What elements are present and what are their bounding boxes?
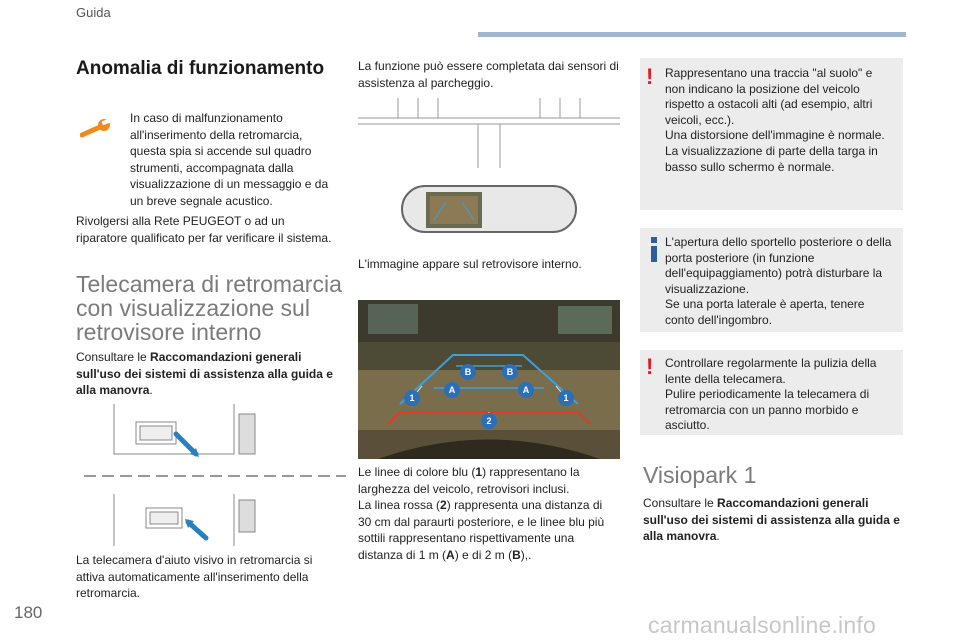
label-b-right: B — [506, 367, 514, 377]
note-ground-trace: Rappresentano una traccia "al suolo" e non indicano la posizione del veicolo rispetto a ostacoli alti (ad esempio, altri veicoli, ecc.). Una distorsione dell'immagine è normale. La visualizzazione di parte della targa in basso sullo schermo è normale. — [665, 66, 885, 174]
lines-text-2c: ) e di 2 m ( — [454, 547, 513, 562]
lines-b: B — [512, 547, 521, 562]
malfunction-text: In caso di malfunzionamento all'inserimento della retromarcia, questa spia si accende sul quadro strumenti, accompagnata dalla visualizzazione di un messaggio e da un breve segnale acustico. — [130, 111, 329, 208]
lines-text-1b: ) rappresentano la larghezza del veicolo, retrovisori inclusi. — [358, 465, 580, 496]
header-rule — [478, 32, 906, 37]
camera-view-image — [358, 300, 620, 459]
sensors-text: La funzione può essere completata dai sensori di assistenza al parcheggio. — [358, 59, 619, 90]
title-rear-camera-line1: Telecamera di retromarcia — [76, 271, 342, 297]
section-label: Guida — [76, 5, 111, 20]
lines-text-2b: ) rappresenta una distanza di 30 cm dal paraurti posteriore, e le linee blu più sottili rappresentano rispettivamente una distanza di 1 m ( — [358, 498, 605, 562]
title-malfunction: Anomalia di funzionamento — [76, 58, 325, 79]
consult-text-left — [76, 349, 344, 399]
mirror-caption: L'immagine appare sul retrovisore interno. — [358, 257, 582, 271]
note-box-ground-trace — [640, 58, 903, 210]
label-b-left: B — [464, 367, 472, 377]
title-rear-camera-line2: con visualizzazione sul — [76, 295, 310, 321]
lines-text-1a: Le linee di colore blu ( — [358, 465, 476, 479]
page-number: 180 — [14, 603, 43, 622]
title-visiopark: Visiopark 1 — [643, 462, 757, 488]
note-box-cleaning — [640, 350, 903, 435]
consult-link-right: Raccomandazioni generali sull'uso dei sistemi di assistenza alla guida e alla manovra — [643, 496, 900, 543]
lines-text-2d: ),. — [520, 547, 532, 562]
watermark: carmanualsonline.info — [648, 612, 876, 638]
consult-prefix: Consultare le — [76, 350, 151, 364]
note-box-door — [640, 228, 903, 332]
label-a-left: A — [448, 385, 456, 395]
lines-a: A — [446, 547, 455, 562]
contact-text: Rivolgersi alla Rete PEUGEOT o ad un riparatore qualificato per far verificare il sistema. — [76, 214, 332, 245]
info-icon — [651, 237, 657, 263]
label-a-right: A — [522, 385, 530, 395]
note-door: L'apertura dello sportello posteriore o della porta posteriore (in funzione dell'equipaggiamento) potrà disturbare la visualizzazione. Se una porta laterale è aperta, tenere conto dell'ingombro. — [665, 235, 892, 327]
label-2: 2 — [486, 416, 492, 426]
warning-icon: ! — [646, 354, 654, 379]
consult-prefix: Consultare le — [643, 496, 718, 510]
consult-link-left: Raccomandazioni generali sull'uso dei sistemi di assistenza alla guida e alla manovra — [76, 350, 333, 397]
title-rear-camera — [76, 272, 346, 344]
label-1-left: 1 — [409, 393, 415, 403]
note-cleaning: Controllare regolarmente la pulizia della lente della telecamera. Pulire periodicamente la telecamera di retromarcia con un panno morbido e asciutto. — [665, 356, 877, 433]
lines-n2: 2 — [440, 498, 447, 512]
lines-text-2a: La linea rossa ( — [358, 498, 441, 512]
label-1-right: 1 — [563, 393, 569, 403]
consult-suffix: . — [149, 383, 153, 397]
consult-text-right — [643, 495, 905, 545]
warning-icon: ! — [646, 64, 654, 89]
consult-suffix: . — [716, 529, 720, 543]
lines-n1: 1 — [475, 465, 483, 479]
van-rear-illustration — [84, 404, 346, 546]
title-rear-camera-line3: retrovisore interno — [76, 319, 262, 345]
guide-lines-text — [358, 464, 610, 563]
wrench-icon — [80, 119, 114, 141]
rearview-mirror-illustration — [358, 98, 620, 240]
camera-activation-text: La telecamera d'aiuto visivo in retromarcia si attiva automaticamente all'inserimento della retromarcia. — [76, 553, 313, 600]
